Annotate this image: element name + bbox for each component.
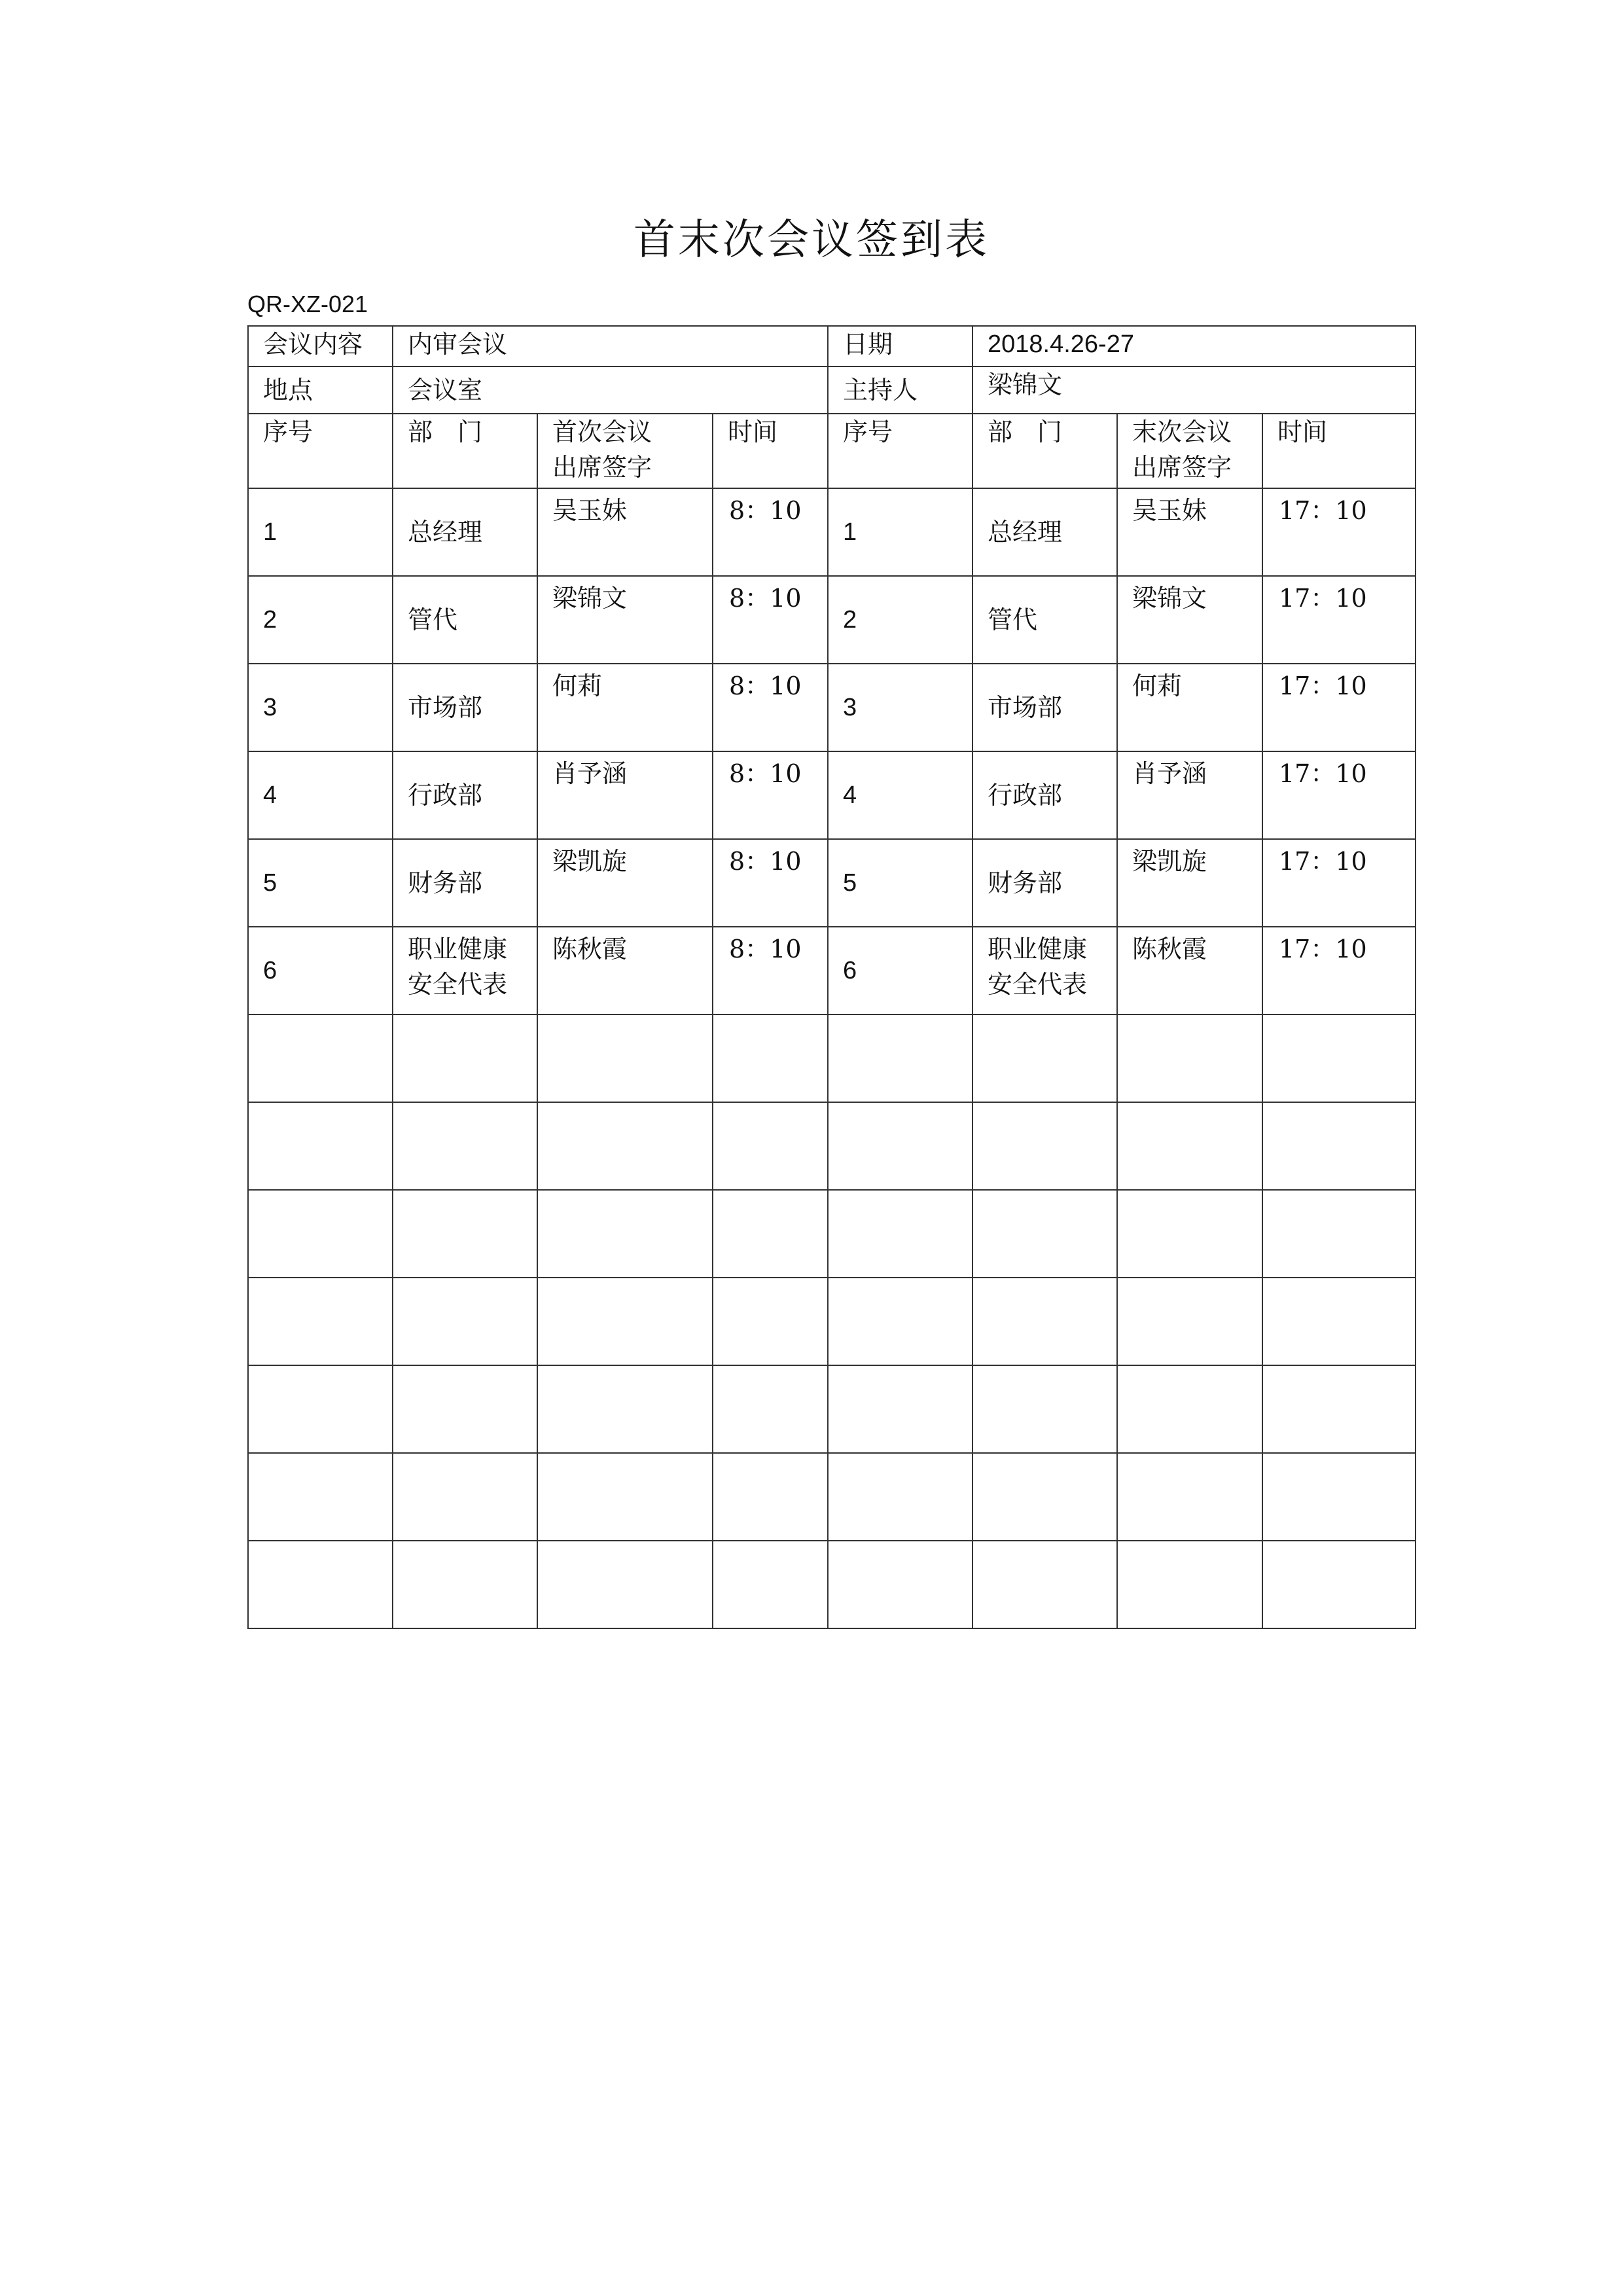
- blank-row: [248, 1541, 1416, 1628]
- blank-cell[interactable]: [1117, 1453, 1262, 1541]
- last-dept-cell-line: 财务部: [988, 869, 1063, 897]
- blank-row: [248, 1365, 1416, 1453]
- first-signature-cell: 吴玉妹: [537, 488, 713, 576]
- dept-cell-line: 管代: [408, 605, 458, 634]
- last-seq-cell: 4: [828, 751, 972, 839]
- table-row: [248, 488, 1416, 576]
- blank-row: [248, 1453, 1416, 1541]
- blank-cell[interactable]: [1262, 1541, 1416, 1628]
- first-time-cell: 8：10: [713, 839, 828, 927]
- seq-cell: 4: [248, 751, 393, 839]
- last-seq-cell: 2: [828, 576, 972, 664]
- last-dept-cell-line: 职业健康: [988, 935, 1088, 963]
- dept-cell: [393, 751, 537, 839]
- first-signature-cell: 梁锦文: [537, 576, 713, 664]
- header-last-sign-line2: 出席签字: [1132, 453, 1232, 482]
- blank-cell[interactable]: [1262, 1102, 1416, 1190]
- header-first-sign-line2: 出席签字: [552, 453, 652, 482]
- page-title: 首末次会议签到表: [633, 216, 990, 264]
- blank-cell[interactable]: [713, 1102, 828, 1190]
- blank-cell[interactable]: [248, 1278, 393, 1365]
- blank-cell[interactable]: [248, 1453, 393, 1541]
- last-time-cell: 17：10: [1262, 576, 1416, 664]
- blank-cell[interactable]: [828, 1365, 972, 1453]
- blank-cell[interactable]: [1262, 1014, 1416, 1102]
- last-time-cell: 17：10: [1262, 664, 1416, 751]
- first-time-cell: 8：10: [713, 751, 828, 839]
- header-last-dept: 部 门: [972, 414, 1117, 488]
- blank-cell[interactable]: [828, 1014, 972, 1102]
- blank-cell[interactable]: [972, 1014, 1117, 1102]
- last-signature-cell: 梁凯旋: [1117, 839, 1262, 927]
- last-time-cell: 17：10: [1262, 839, 1416, 927]
- header-first-sign: [537, 414, 713, 488]
- blank-cell[interactable]: [393, 1190, 537, 1278]
- table-row: [248, 927, 1416, 1014]
- blank-cell[interactable]: [393, 1102, 537, 1190]
- meta-row-place: [248, 367, 1416, 414]
- blank-cell[interactable]: [393, 1541, 537, 1628]
- blank-cell[interactable]: [537, 1102, 713, 1190]
- blank-cell[interactable]: [1117, 1190, 1262, 1278]
- blank-cell[interactable]: [828, 1453, 972, 1541]
- blank-row: [248, 1190, 1416, 1278]
- table-row: [248, 751, 1416, 839]
- blank-cell[interactable]: [393, 1278, 537, 1365]
- blank-cell[interactable]: [393, 1453, 537, 1541]
- dept-cell-line: 行政部: [408, 781, 483, 810]
- last-time-cell: 17：10: [1262, 927, 1416, 1014]
- host-label: 主持人: [828, 367, 972, 414]
- blank-cell[interactable]: [713, 1278, 828, 1365]
- blank-cell[interactable]: [828, 1102, 972, 1190]
- last-signature-cell: 梁锦文: [1117, 576, 1262, 664]
- blank-cell[interactable]: [393, 1014, 537, 1102]
- last-seq-cell: 1: [828, 488, 972, 576]
- blank-cell[interactable]: [248, 1365, 393, 1453]
- last-dept-cell: [972, 488, 1117, 576]
- blank-cell[interactable]: [972, 1541, 1117, 1628]
- blank-cell[interactable]: [248, 1541, 393, 1628]
- last-dept-cell-line: 市场部: [988, 693, 1063, 722]
- blank-cell[interactable]: [972, 1102, 1117, 1190]
- dept-cell: [393, 576, 537, 664]
- header-last-seq: 序号: [828, 414, 972, 488]
- blank-cell[interactable]: [1262, 1278, 1416, 1365]
- last-seq-cell: 3: [828, 664, 972, 751]
- content-value: 内审会议: [393, 326, 828, 367]
- sign-in-table: [247, 325, 1416, 1629]
- table-row: [248, 576, 1416, 664]
- place-label: 地点: [248, 367, 393, 414]
- last-time-cell: 17：10: [1262, 751, 1416, 839]
- date-label: 日期: [828, 326, 972, 367]
- last-signature-cell: 何莉: [1117, 664, 1262, 751]
- blank-cell[interactable]: [713, 1541, 828, 1628]
- last-dept-cell-line: 管代: [988, 605, 1038, 634]
- blank-cell[interactable]: [1117, 1365, 1262, 1453]
- blank-cell[interactable]: [1262, 1365, 1416, 1453]
- blank-cell[interactable]: [1117, 1278, 1262, 1365]
- first-signature-cell: 陈秋霞: [537, 927, 713, 1014]
- blank-cell[interactable]: [1117, 1541, 1262, 1628]
- blank-cell[interactable]: [972, 1453, 1117, 1541]
- last-signature-cell: 吴玉妹: [1117, 488, 1262, 576]
- seq-cell: 5: [248, 839, 393, 927]
- document-code: QR-XZ-021: [247, 291, 368, 317]
- table-row: [248, 839, 1416, 927]
- date-value: 2018.4.26-27: [972, 326, 1416, 367]
- blank-row: [248, 1014, 1416, 1102]
- content-label: 会议内容: [248, 326, 393, 367]
- dept-cell-line: 总经理: [408, 518, 483, 547]
- dept-cell-line: 财务部: [408, 869, 483, 897]
- blank-cell[interactable]: [537, 1278, 713, 1365]
- blank-row: [248, 1102, 1416, 1190]
- last-dept-cell-line: 总经理: [988, 518, 1063, 547]
- place-value: 会议室: [393, 367, 828, 414]
- blank-cell[interactable]: [248, 1014, 393, 1102]
- last-dept-cell-line: 行政部: [988, 781, 1063, 810]
- dept-cell: [393, 488, 537, 576]
- first-time-cell: 8：10: [713, 576, 828, 664]
- blank-cell[interactable]: [537, 1365, 713, 1453]
- last-seq-cell: 6: [828, 927, 972, 1014]
- first-time-cell: 8：10: [713, 927, 828, 1014]
- last-dept-cell: [972, 839, 1117, 927]
- blank-cell[interactable]: [1117, 1014, 1262, 1102]
- blank-cell[interactable]: [828, 1541, 972, 1628]
- last-dept-cell: [972, 751, 1117, 839]
- blank-cell[interactable]: [393, 1365, 537, 1453]
- blank-cell[interactable]: [713, 1365, 828, 1453]
- last-dept-cell: [972, 664, 1117, 751]
- dept-cell-line: 市场部: [408, 693, 483, 722]
- meta-row-content: [248, 326, 1416, 367]
- first-signature-cell: 肖予涵: [537, 751, 713, 839]
- seq-cell: 2: [248, 576, 393, 664]
- blank-cell[interactable]: [713, 1453, 828, 1541]
- blank-cell[interactable]: [537, 1014, 713, 1102]
- blank-cell[interactable]: [537, 1190, 713, 1278]
- seq-cell: 6: [248, 927, 393, 1014]
- blank-cell[interactable]: [972, 1190, 1117, 1278]
- blank-cell[interactable]: [537, 1541, 713, 1628]
- last-dept-cell: [972, 576, 1117, 664]
- blank-cell[interactable]: [248, 1190, 393, 1278]
- header-dept: 部 门: [393, 414, 537, 488]
- blank-cell[interactable]: [972, 1278, 1117, 1365]
- first-signature-cell: 何莉: [537, 664, 713, 751]
- last-dept-cell-line: 安全代表: [988, 970, 1088, 999]
- first-time-cell: 8：10: [713, 488, 828, 576]
- dept-cell: [393, 927, 537, 1014]
- last-signature-cell: 陈秋霞: [1117, 927, 1262, 1014]
- first-time-cell: 8：10: [713, 664, 828, 751]
- last-dept-cell: [972, 927, 1117, 1014]
- header-last-time: 时间: [1262, 414, 1416, 488]
- header-last-sign: [1117, 414, 1262, 488]
- blank-cell[interactable]: [972, 1365, 1117, 1453]
- seq-cell: 3: [248, 664, 393, 751]
- header-first-time: 时间: [713, 414, 828, 488]
- blank-cell[interactable]: [1262, 1190, 1416, 1278]
- blank-cell[interactable]: [1117, 1102, 1262, 1190]
- host-value: 梁锦文: [972, 367, 1416, 414]
- last-seq-cell: 5: [828, 839, 972, 927]
- first-signature-cell: 梁凯旋: [537, 839, 713, 927]
- header-first-sign-line1: 首次会议: [552, 418, 652, 446]
- blank-cell[interactable]: [713, 1190, 828, 1278]
- blank-cell[interactable]: [248, 1102, 393, 1190]
- last-signature-cell: 肖予涵: [1117, 751, 1262, 839]
- blank-row: [248, 1278, 1416, 1365]
- dept-cell: [393, 664, 537, 751]
- header-row: [248, 414, 1416, 488]
- dept-cell-line: 职业健康: [408, 935, 508, 963]
- header-seq: 序号: [248, 414, 393, 488]
- dept-cell-line: 安全代表: [408, 970, 508, 999]
- dept-cell: [393, 839, 537, 927]
- blank-cell[interactable]: [1262, 1453, 1416, 1541]
- blank-cell[interactable]: [713, 1014, 828, 1102]
- header-last-sign-line1: 末次会议: [1132, 418, 1232, 446]
- blank-cell[interactable]: [828, 1190, 972, 1278]
- blank-cell[interactable]: [537, 1453, 713, 1541]
- blank-cell[interactable]: [828, 1278, 972, 1365]
- last-time-cell: 17：10: [1262, 488, 1416, 576]
- table-row: [248, 664, 1416, 751]
- seq-cell: 1: [248, 488, 393, 576]
